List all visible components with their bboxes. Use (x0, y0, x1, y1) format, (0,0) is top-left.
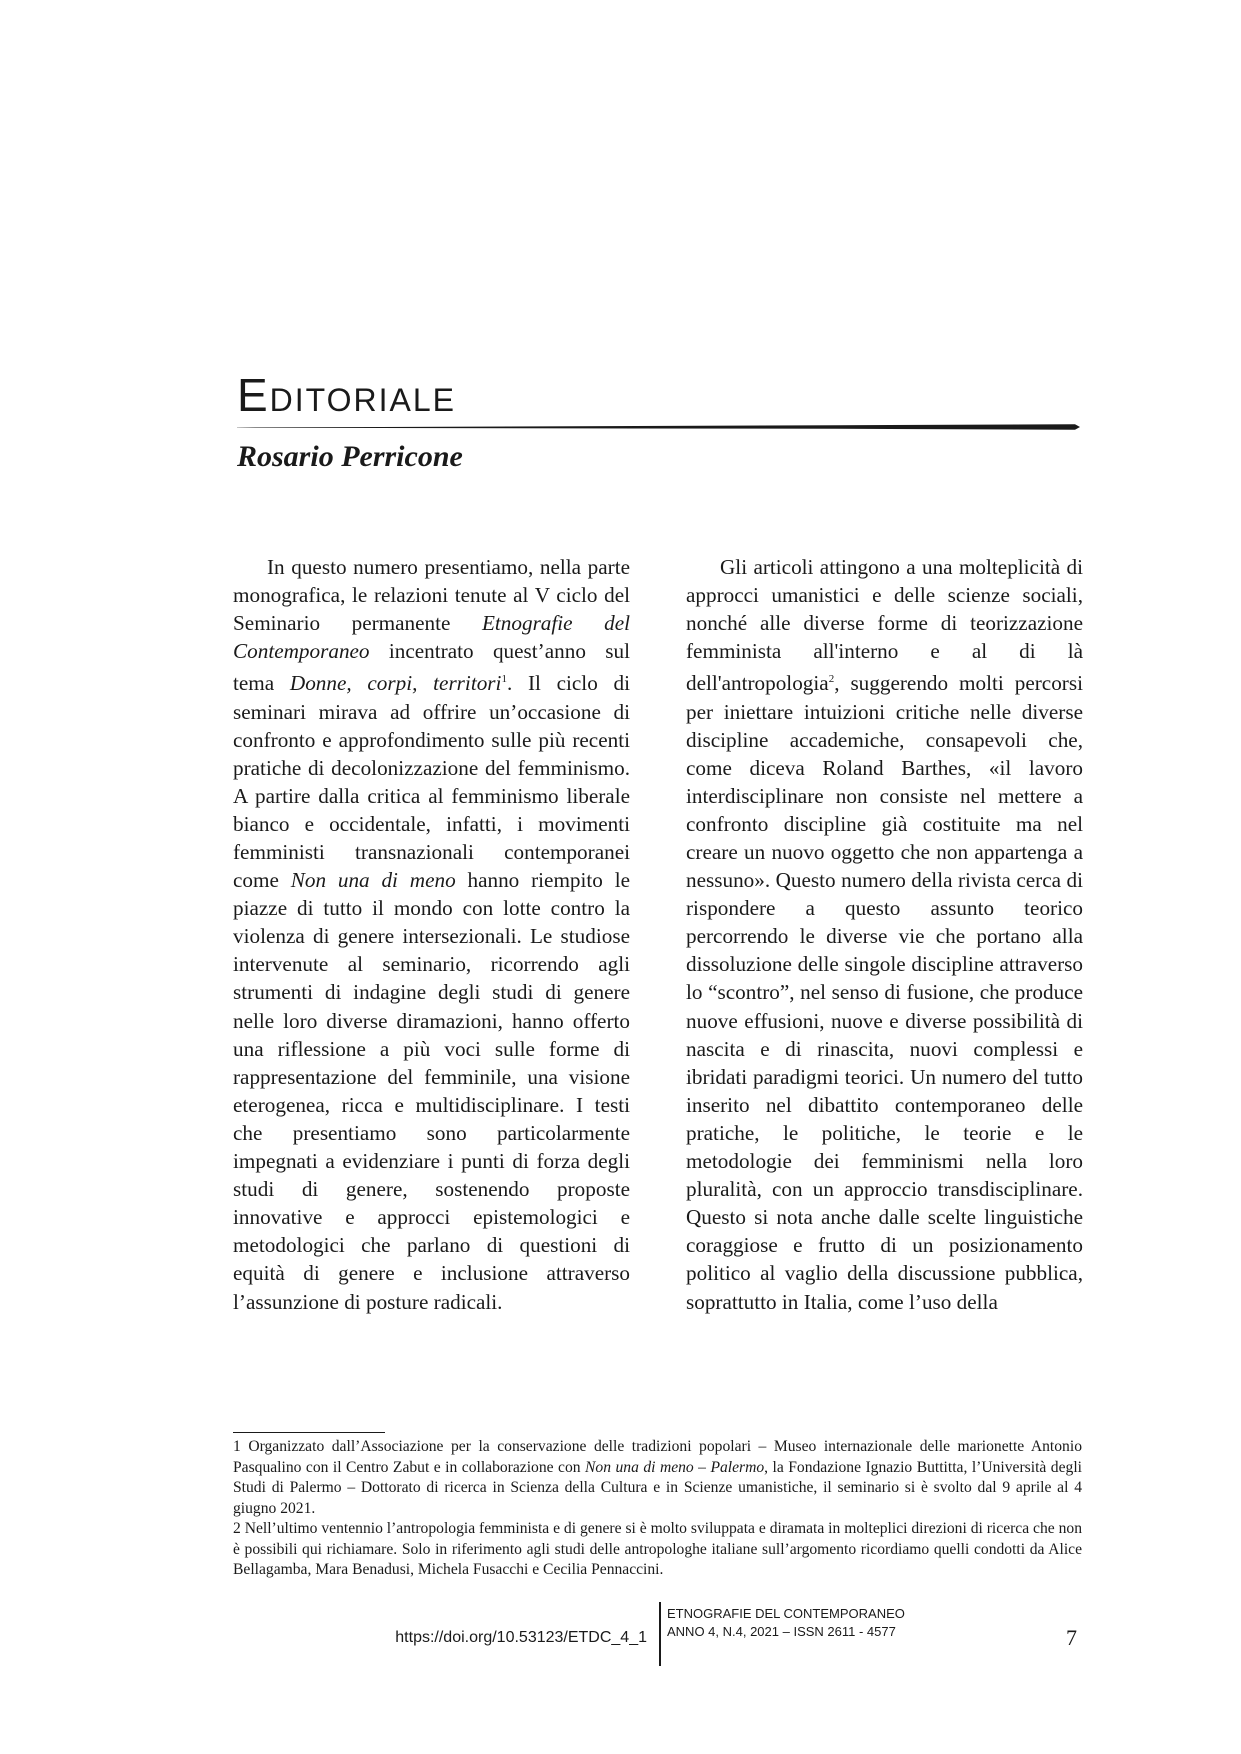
text-run: incentrato quest’anno sul tema (233, 639, 630, 696)
text-run: 1 Organizzato dall’Associazione per la conservazione delle tradizioni popolari – Museo internazionale delle marionette Antonio Pasqualino con il Centro Zabut e in collaborazione con (233, 1438, 1082, 1476)
journal-name: ETNOGRAFIE DEL CONTEMPORANEO (667, 1606, 905, 1621)
footnote-ref[interactable]: 1 (501, 673, 507, 686)
text-run: Gli articoli attingono a una molteplicità di approcci umanistici e delle scienze sociali, nonché alle diverse forme di teorizzazione femminista all'interno e al di là dell'antropologia (686, 555, 1083, 696)
body-column-right (686, 553, 1083, 1316)
footnote-2: 2 Nell’ultimo ventennio l’antropologia femminista e di genere si è molto sviluppata e diramata in molteplici direzioni di ricerca che non è possibili qui richiamare. Solo in riferimento agli studi delle antropologhe italiane sull’argomento ricordiamo quelli condotti da Alice Bellagamba, Mara Benadusi, Michela Fusacchi e Cecilia Pennaccini. (233, 1520, 1082, 1578)
article-title: Editoriale (237, 369, 457, 421)
journal-issue: ANNO 4, N.4, 2021 – ISSN 2611 - 4577 (667, 1624, 896, 1639)
italic-run: Non una di meno (290, 868, 456, 893)
footnote-1 (233, 1437, 1082, 1519)
page-number: 7 (1066, 1625, 1077, 1650)
text-run: . Il ciclo di seminari mirava ad offrire un’occasione di confronto e approfondimento sulle più recenti pratiche di decolonizzazione del femminismo. A partire dalla critica al femminismo liberale bianco e occidentale, infatti, i movimenti femministi transnazionali contemporanei come (233, 671, 630, 893)
text-run: , suggerendo molti percorsi per iniettare intuizioni critiche nelle diverse discipline accademiche, consapevoli che, come diceva Roland Barthes, «il lavoro interdisciplinare non consiste nel mettere a confronto discipline già costituite ma nel creare un nuovo oggetto che non appartenga a nessuno». Questo numero della rivista cerca di rispondere a questo assunto teorico percorrendo le diverse vie che portano alla dissoluzione delle singole discipline attraverso lo “scontro”, nel senso di fusione, che produce nuove effusioni, nuove e diverse possibilità di nascita e di rinascita, nuovi complessi e ibridati paradigmi teorici. Un numero del tutto inserito nel dibattito contemporaneo delle pratiche, le politiche, le teorie e le metodologie dei femminismi nella loro pluralità, con un approccio transdisciplinare. Questo si nota anche dalle scelte linguistiche coraggiose e frutto di un posizionamento politico al vaglio della discussione pubblica, soprattutto in Italia, come l’uso della (686, 671, 1083, 1314)
body-paragraph (233, 553, 630, 1316)
footnote-ref[interactable]: 2 (828, 673, 835, 686)
body-paragraph (686, 553, 1083, 1316)
italic-run: Non una di meno – Palermo (585, 1458, 765, 1476)
author-name: Rosario Perricone (237, 440, 463, 473)
footnote-separator (233, 1432, 385, 1433)
text-run: In questo numero presentiamo, nella parte monografica, le relazioni tenute al V ciclo del Seminario permanente (233, 555, 630, 636)
journal-info (667, 1605, 905, 1641)
body-column-left (233, 553, 630, 1316)
italic-run: Etnografie del Contemporaneo (233, 611, 630, 664)
italic-run: Donne, corpi, territori (289, 671, 502, 696)
footnotes (233, 1437, 1082, 1581)
title-underline (237, 424, 1080, 430)
text-run: , la Fondazione Ignazio Buttitta, l’Università degli Studi di Palermo – Dottorato di ricerca in Scienza della Cultura e in Scienze umanistiche, il seminario si è svolto dal 9 aprile al 4 giugno 2021. (233, 1458, 1082, 1517)
doi-link[interactable]: https://doi.org/10.53123/ETDC_4_1 (395, 1629, 647, 1646)
text-run: hanno riempito le piazze di tutto il mondo con lotte contro la violenza di genere intersezionali. Le studiose intervenute al seminario, ricorrendo agli strumenti di indagine degli studi di genere nelle loro diverse diramazioni, hanno offerto una riflessione a più voci sulle forme di rappresentazione del femminile, una visione eterogenea, ricca e multidisciplinare. I testi che presentiamo sono particolarmente impegnati a evidenziare i punti di forza degli studi di genere, sostenendo proposte innovative e approcci epistemologici e metodologici che parlano di questioni di equità di genere e inclusione attraverso l’assunzione di posture radicali. (233, 868, 630, 1314)
footer-divider (659, 1602, 661, 1666)
